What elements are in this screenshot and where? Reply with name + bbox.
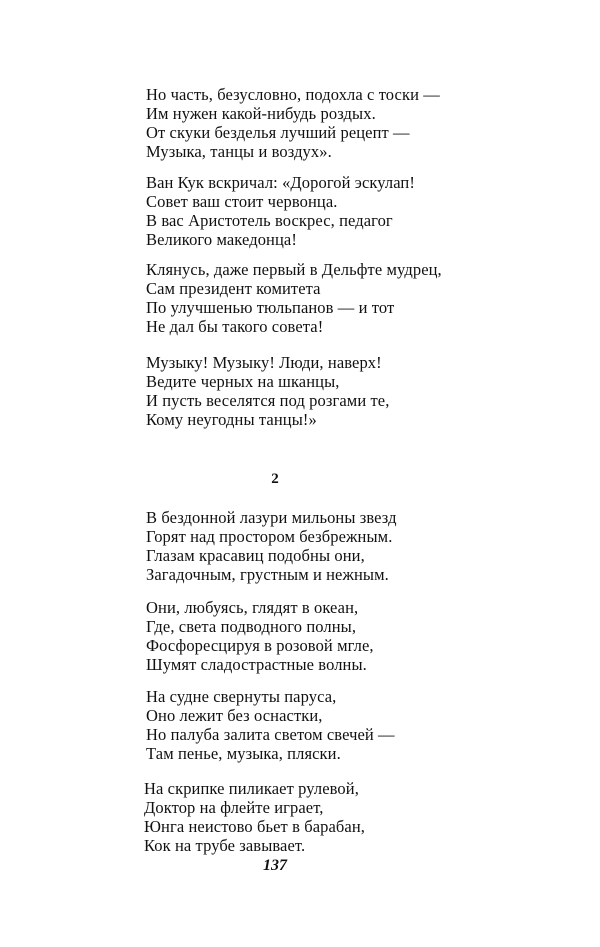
verse-line: Юнга неистово бьет в барабан,: [144, 817, 365, 836]
verse-line: Не дал бы такого совета!: [146, 317, 324, 336]
stanza-1: [146, 85, 566, 161]
verse-line: Глазам красавиц подобны они,: [146, 546, 365, 565]
stanza-7: [146, 687, 566, 763]
verse-line: Им нужен какой-нибудь роздых.: [146, 104, 376, 123]
verse-line: На судне свернуты паруса,: [146, 687, 337, 706]
verse-line: Где, света подводного полны,: [146, 617, 357, 636]
stanza-5: [146, 508, 566, 584]
verse-line: Там пенье, музыка, пляски.: [146, 744, 341, 763]
page-number: 137: [263, 857, 287, 874]
verse-line: Музыку! Музыку! Люди, наверх!: [146, 353, 382, 372]
verse-line: Они, любуясь, глядят в океан,: [146, 598, 359, 617]
verse-line: Загадочным, грустным и нежным.: [146, 565, 389, 584]
verse-line: Великого македонца!: [146, 230, 297, 249]
verse-line: На скрипке пиликает рулевой,: [144, 779, 359, 798]
stanza-4: [146, 353, 566, 429]
verse-line: По улучшенью тюльпанов — и тот: [146, 298, 395, 317]
verse-line: Клянусь, даже первый в Дельфте мудрец,: [146, 260, 442, 279]
stanza-6: [146, 598, 566, 674]
verse-line: В бездонной лазури мильоны звезд: [146, 508, 397, 527]
stanza-2: [146, 173, 566, 249]
verse-line: Оно лежит без оснастки,: [146, 706, 323, 725]
verse-line: Доктор на флейте играет,: [144, 798, 324, 817]
verse-line: Ван Кук вскричал: «Дорогой эскулап!: [146, 173, 415, 192]
verse-line: Но палуба залита светом свечей —: [146, 725, 395, 744]
section-number: 2: [271, 471, 279, 487]
verse-line: Ведите черных на шканцы,: [146, 372, 340, 391]
verse-line: Фосфоресцируя в розовой мгле,: [146, 636, 374, 655]
verse-line: Сам президент комитета: [146, 279, 321, 298]
verse-line: И пусть веселятся под розгами те,: [146, 391, 390, 410]
verse-line: Кок на трубе завывает.: [144, 836, 306, 855]
verse-line: Совет ваш стоит червонца.: [146, 192, 338, 211]
verse-line: Кому неугодны танцы!»: [146, 410, 317, 429]
verse-line: От скуки безделья лучший рецепт —: [146, 123, 410, 142]
stanza-8: [144, 779, 564, 855]
verse-line: В вас Аристотель воскрес, педагог: [146, 211, 393, 230]
verse-line: Но часть, безусловно, подохла с тоски —: [146, 85, 440, 104]
verse-line: Музыка, танцы и воздух».: [146, 142, 332, 161]
verse-line: Шумят сладострастные волны.: [146, 655, 367, 674]
verse-line: Горят над простором безбрежным.: [146, 527, 393, 546]
stanza-3: [146, 260, 566, 336]
